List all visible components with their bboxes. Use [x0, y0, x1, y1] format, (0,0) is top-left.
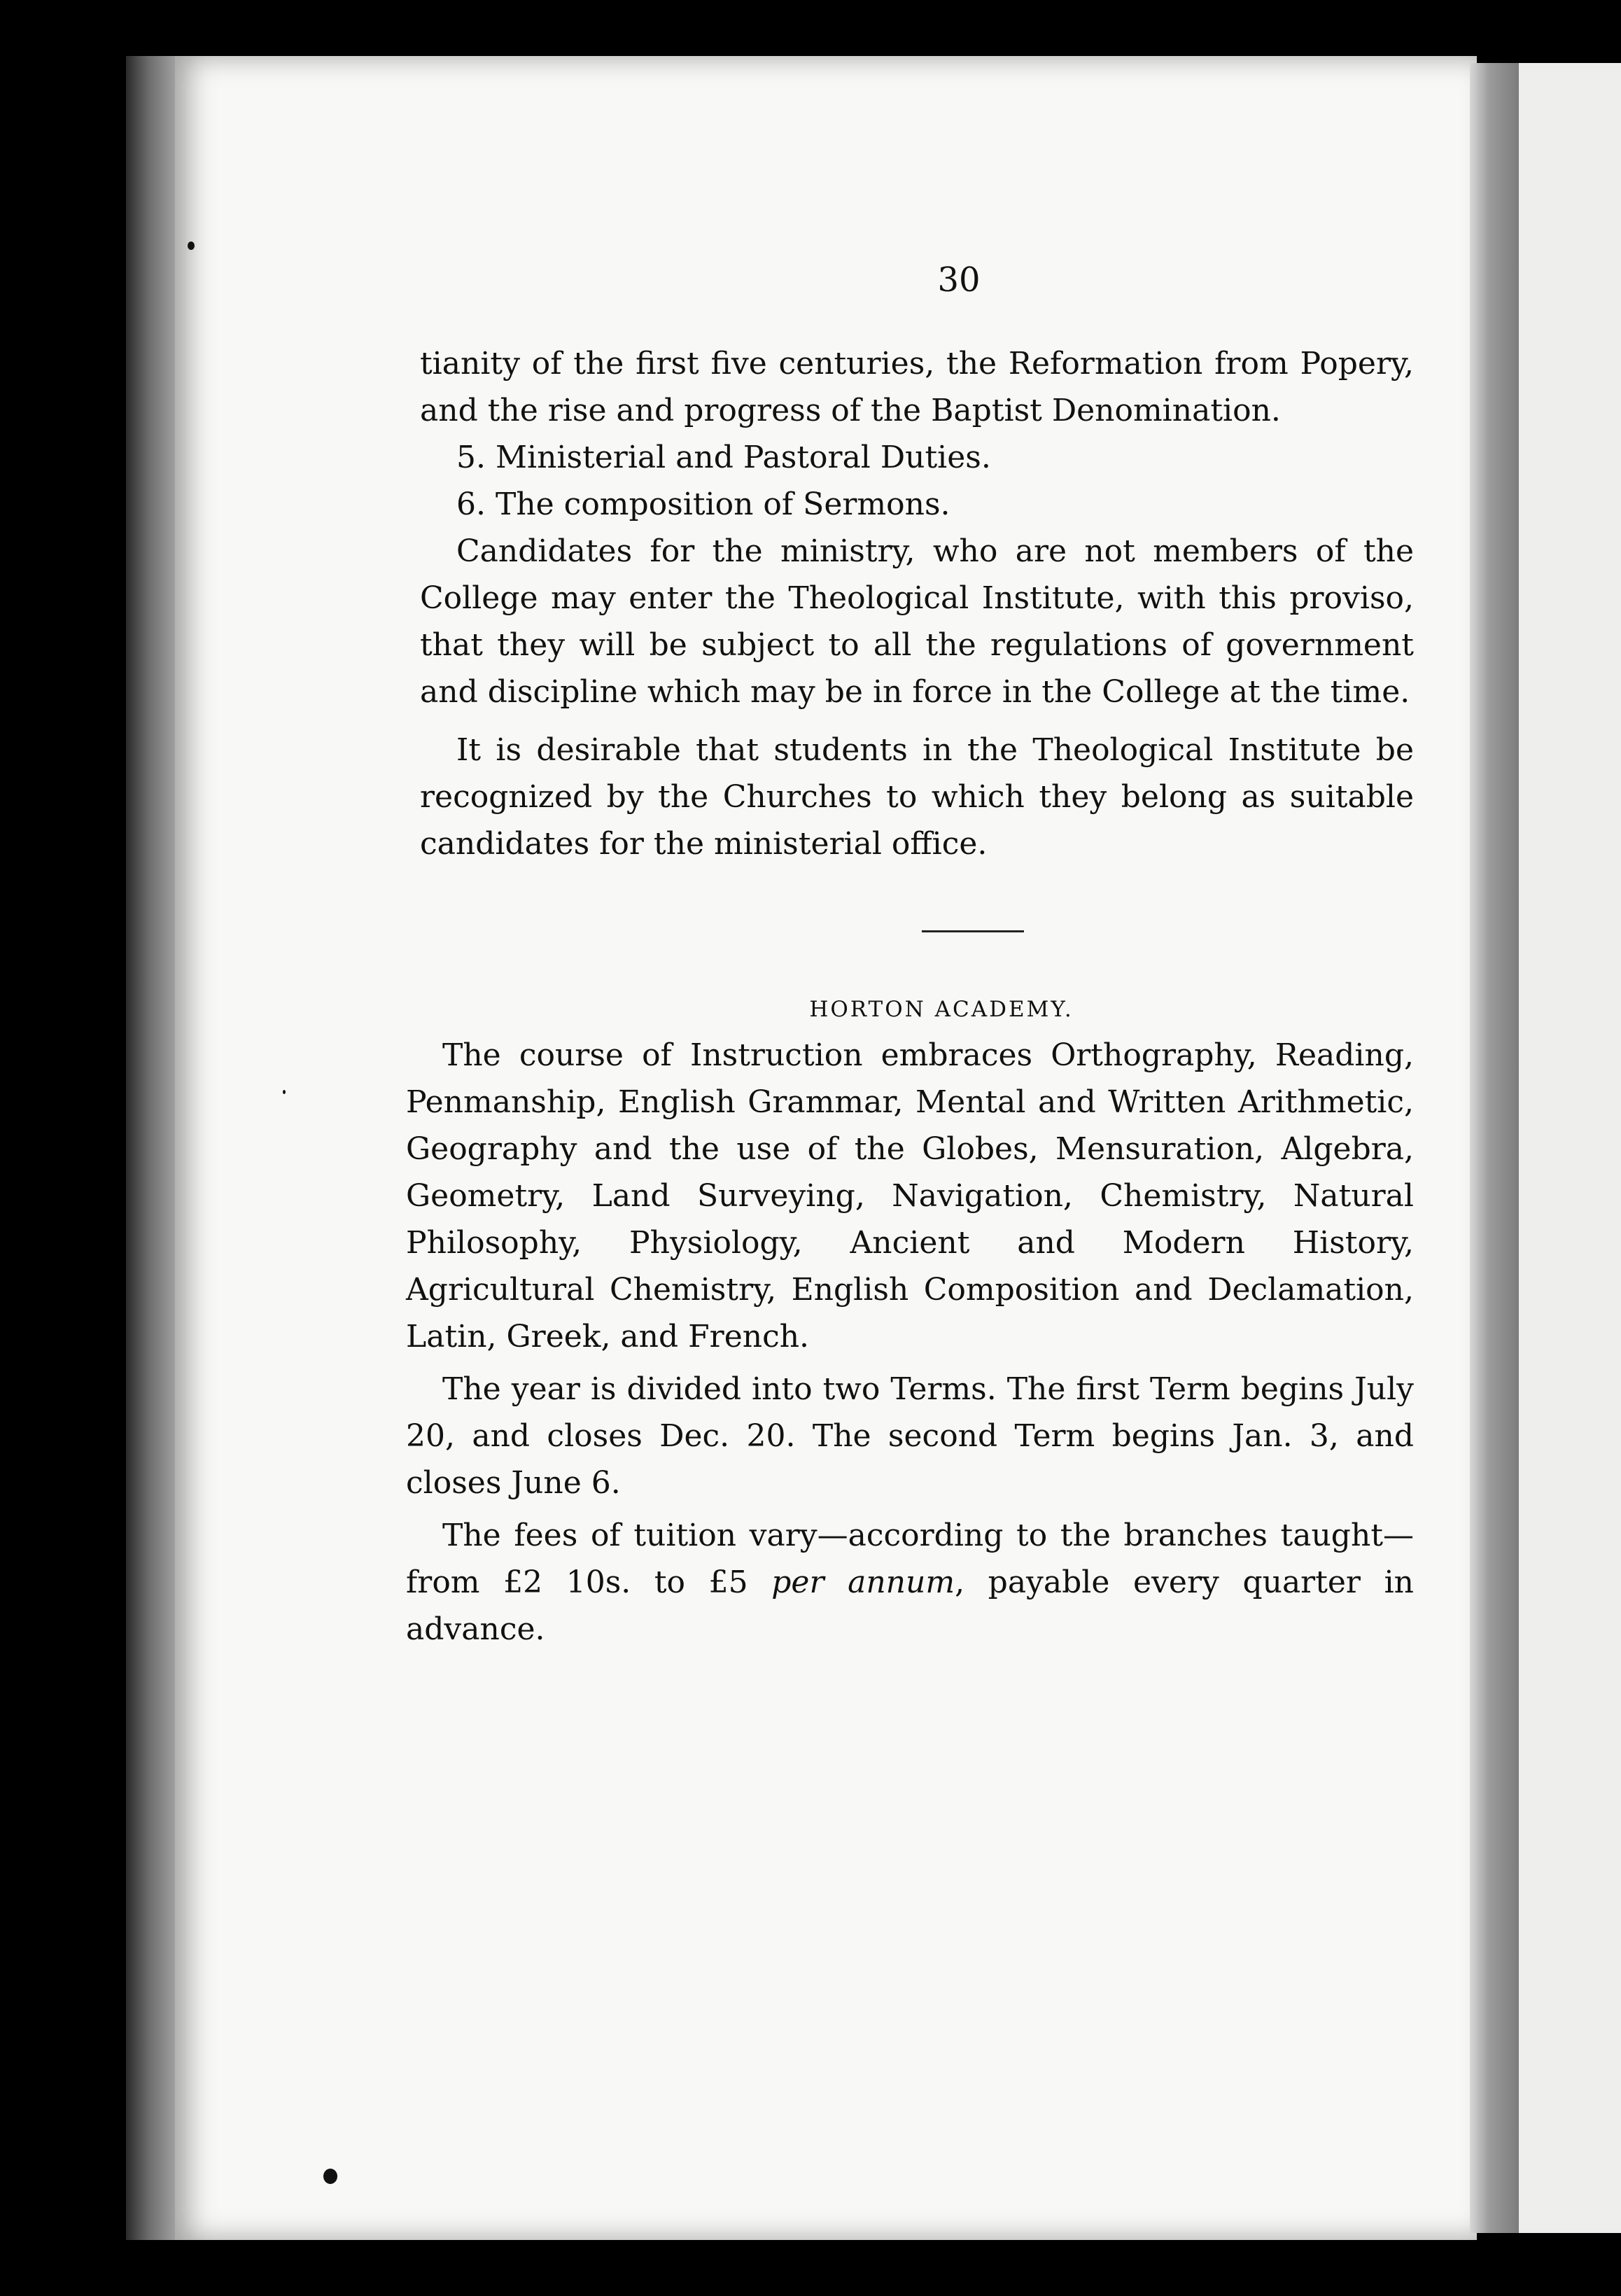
- page-text: [406, 259, 1414, 1653]
- course-paragraph: The course of Instruction embraces Orthography, Reading, Penmanship, English Grammar, Mental and Written Arithmetic, Geography and the use of the Globes, Mensuration, Algebra, Geometry, Land Surveying, Navigation, Chemistry, Natural Philosophy, Physiology, Ancient and Modern History, Agricultural Chemistry, English Composition and Declamation, Latin, Greek, and French.: [406, 1037, 1414, 1354]
- list-item: 6. The composition of Sermons.: [456, 486, 950, 522]
- candidates-paragraph: Candidates for the ministry, who are not members of the College may enter the Theological Institute, with this proviso, that they will be subject to all the regulations of government and discipline which may be in force in the College at the time.: [420, 533, 1414, 710]
- page-number: 30: [937, 260, 981, 300]
- section-divider: [922, 930, 1024, 932]
- terms-paragraph: The year is divided into two Terms. The first Term begins July 20, and closes Dec. 20. The second Term begins Jan. 3, and closes June 6.: [406, 1371, 1414, 1501]
- fees-text: The fees of tuition vary—according to the branches taught—from £2 10s. to £5: [406, 1518, 1414, 1600]
- section-title: HORTON ACADEMY.: [809, 997, 1074, 1022]
- fees-text-end: , payable every quarter in advance.: [406, 1564, 1414, 1647]
- horton-academy-section: [406, 993, 1414, 1653]
- ink-speck: [188, 241, 195, 250]
- fees-paragraph: [406, 1512, 1414, 1653]
- list-item: 5. Ministerial and Pastoral Duties.: [456, 440, 991, 475]
- page-right-edge-shadow: [1470, 63, 1519, 2233]
- ink-speck: [323, 2169, 337, 2184]
- next-page-leaf: [1519, 63, 1621, 2233]
- fees-italic-text: per annum: [771, 1564, 955, 1600]
- desirable-paragraph: It is desirable that students in the Theological Institute be recognized by the Churches to which they belong as suitable candidates for the ministerial office.: [420, 732, 1414, 862]
- ink-speck: [283, 1090, 286, 1094]
- continued-paragraph: tianity of the first five centuries, the Reformation from Popery, and the rise and progress of the Baptist Denomination.: [420, 346, 1414, 428]
